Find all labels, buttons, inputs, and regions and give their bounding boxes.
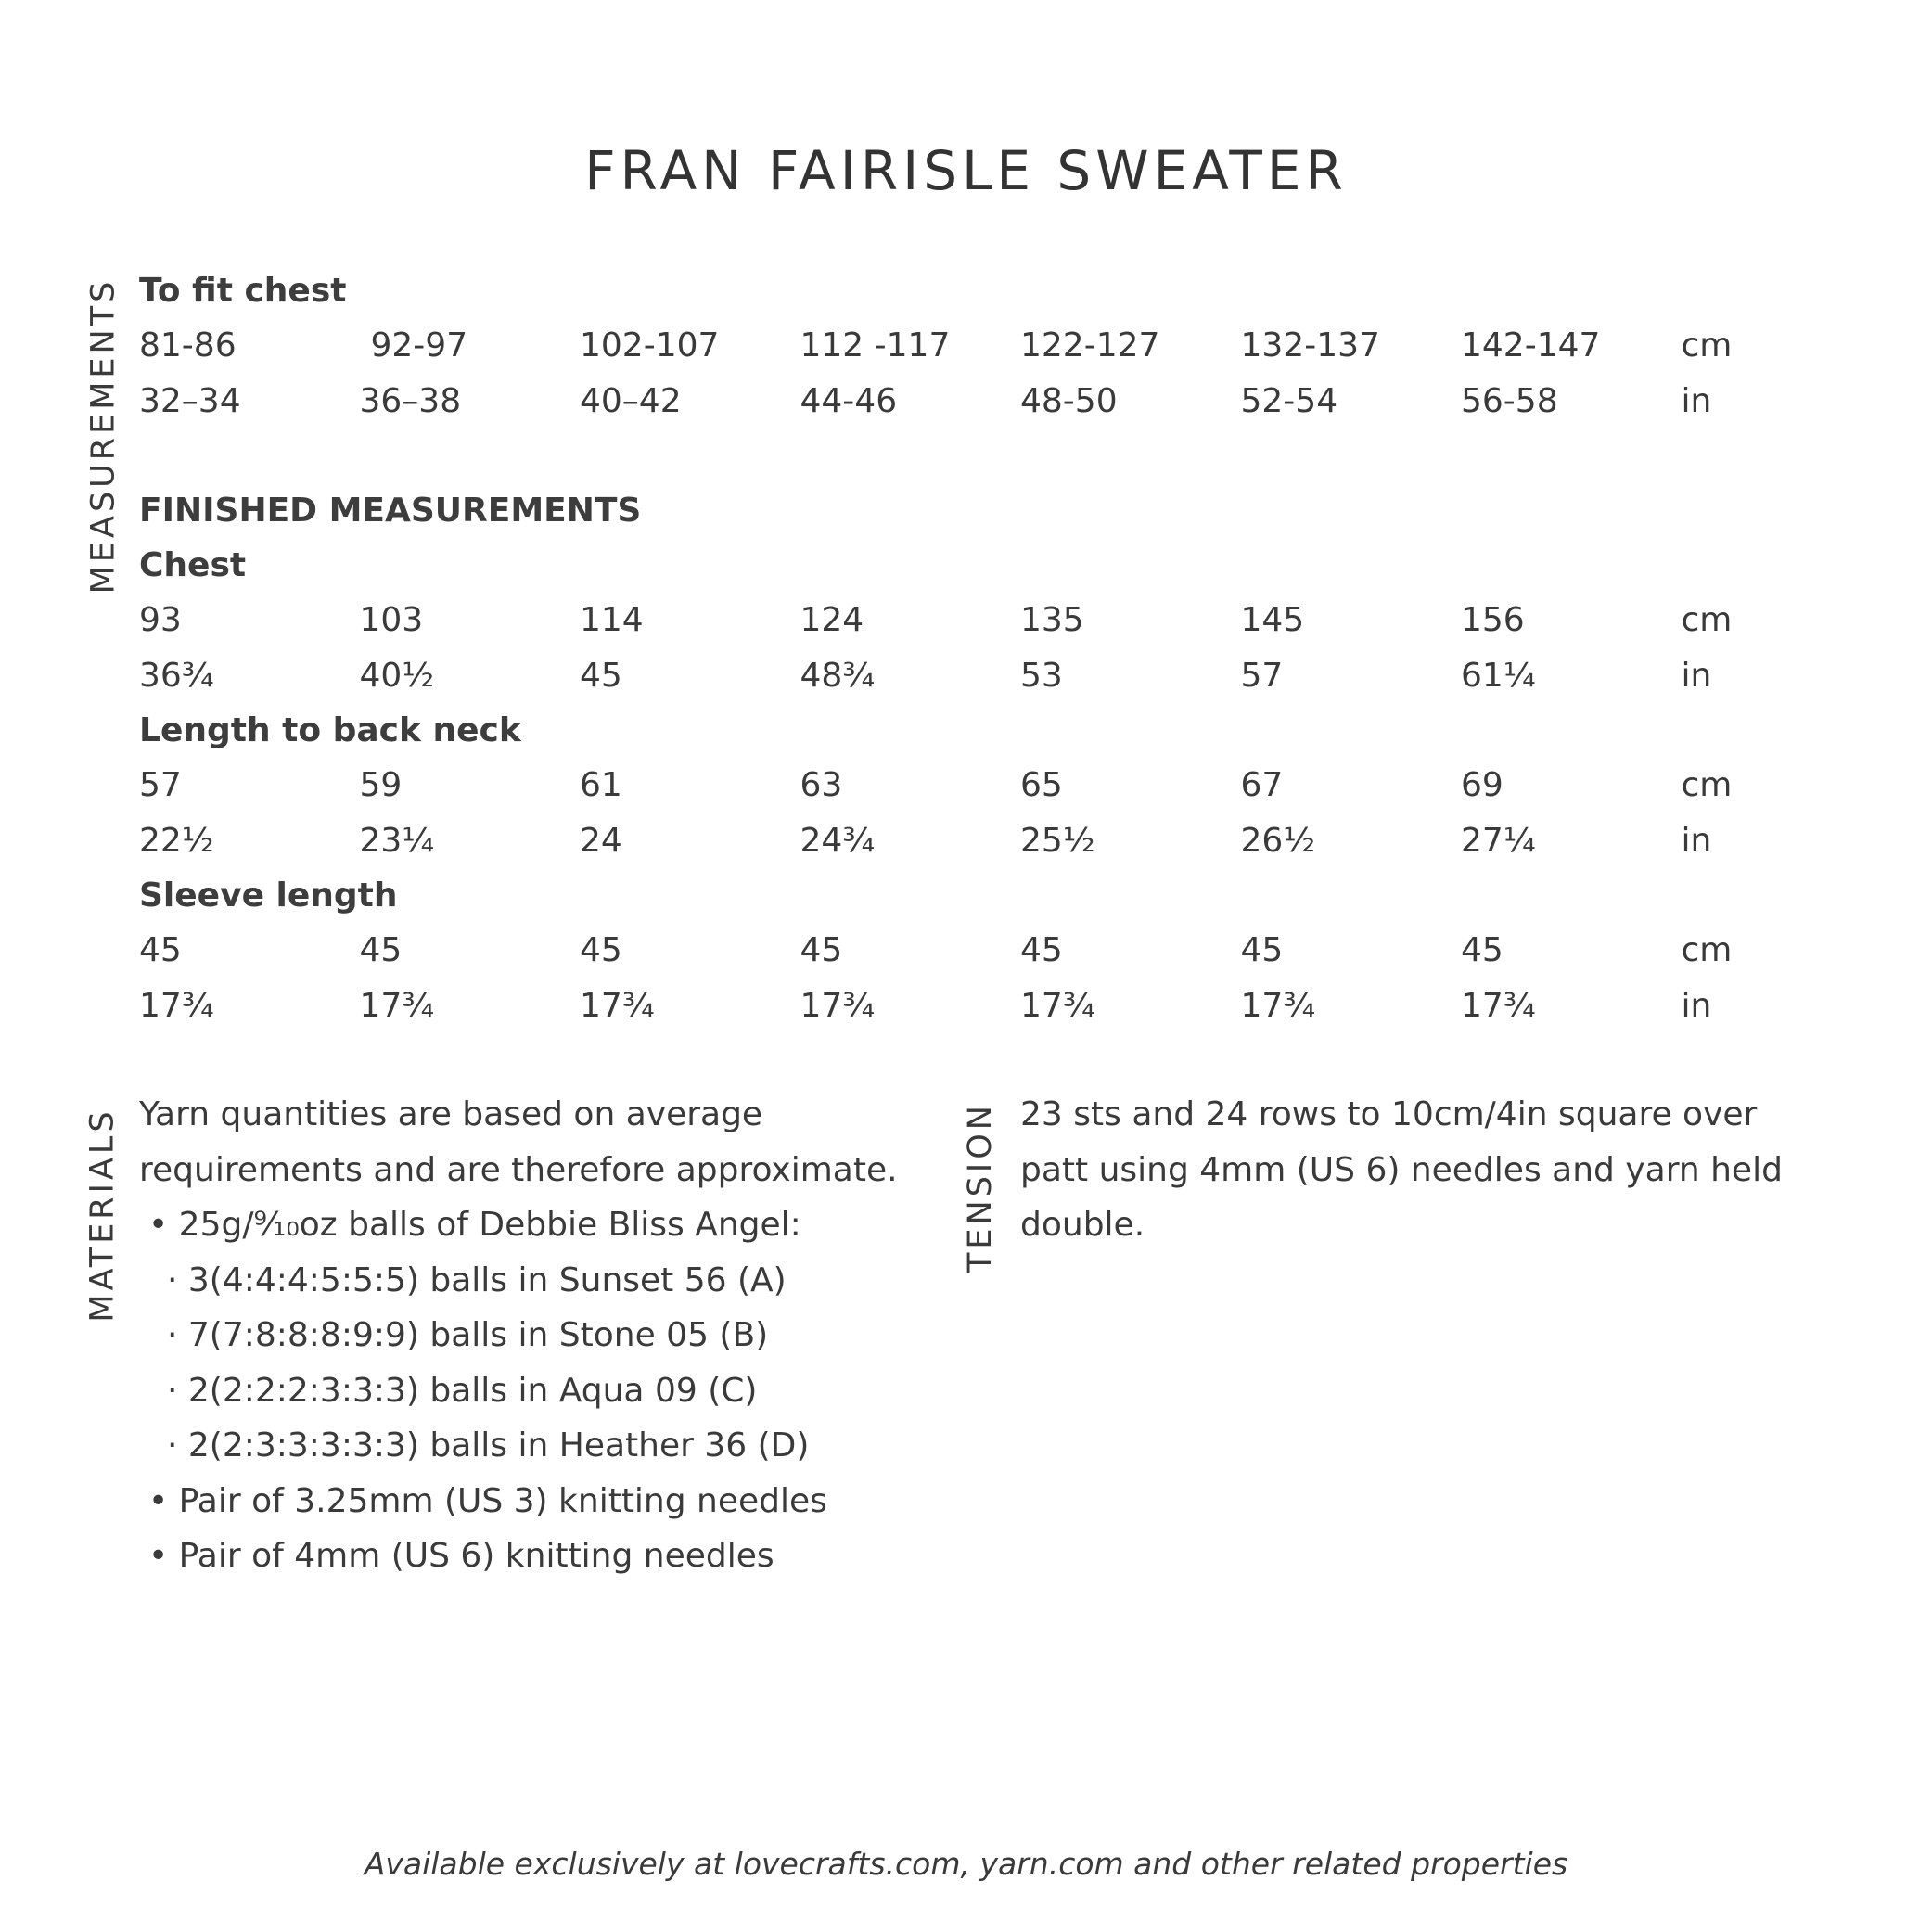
materials-list-item: · 3(4:4:4:5:5:5) balls in Sunset 56 (A)	[167, 1260, 787, 1299]
tension-side-label: TENSION	[962, 1102, 1000, 1273]
materials-list-item: • Pair of 3.25mm (US 3) knitting needles	[148, 1481, 827, 1520]
materials-list-item: • 25g/⁹⁄₁₀oz balls of Debbie Bliss Angel:	[148, 1206, 801, 1244]
materials-text	[139, 1087, 898, 1584]
to-fit-chest-heading: To fit chest	[139, 272, 347, 310]
chest-in-row: 36¾ 40½ 45 48¾ 53 57 61¼ in	[139, 656, 1712, 695]
materials-list-item: · 2(2:2:2:3:3:3) balls in Aqua 09 (C)	[167, 1371, 758, 1410]
tension-text	[1020, 1087, 1783, 1253]
chest-heading: Chest	[139, 546, 247, 584]
sleeve-heading: Sleeve length	[139, 876, 398, 915]
materials-list-item: · 2(2:3:3:3:3:3) balls in Heather 36 (D)	[167, 1427, 810, 1465]
sleeve-cm-row: 45 45 45 45 45 45 45 cm	[139, 931, 1733, 969]
materials-side-label: MATERIALS	[84, 1107, 122, 1323]
measurements-side-label: MEASUREMENTS	[84, 277, 122, 595]
length-cm-row: 57 59 61 63 65 67 69 cm	[139, 766, 1733, 804]
tension-line: patt using 4mm (US 6) needles and yarn held	[1020, 1150, 1783, 1189]
materials-list-item: · 7(7:8:8:8:9:9) balls in Stone 05 (B)	[167, 1316, 769, 1354]
to-fit-chest-section	[139, 263, 1765, 429]
footer-note: Available exclusively at lovecrafts.com, yarn.com and other related properties	[364, 1846, 1568, 1882]
materials-list-item: • Pair of 4mm (US 6) knitting needles	[148, 1537, 774, 1575]
tension-line: 23 sts and 24 rows to 10cm/4in square over	[1020, 1095, 1758, 1133]
to-fit-cm-row: 81-86 92-97 102-107 112 -117 122-127 132-137 142-147 cm	[139, 326, 1733, 365]
materials-line: requirements and are therefore approximate.	[139, 1150, 898, 1189]
length-heading: Length to back neck	[139, 711, 521, 749]
tension-line: double.	[1020, 1206, 1145, 1244]
page-title: FRAN FAIRISLE SWEATER	[584, 139, 1348, 202]
chest-cm-row: 93 103 114 124 135 145 156 cm	[139, 601, 1733, 639]
materials-line: Yarn quantities are based on average	[139, 1095, 763, 1133]
finished-measurements-section	[139, 483, 1765, 1033]
to-fit-in-row: 32–34 36–38 40–42 44-46 48-50 52-54 56-58 in	[139, 381, 1712, 420]
length-in-row: 22½ 23¼ 24 24¾ 25½ 26½ 27¼ in	[139, 821, 1712, 860]
finished-measurements-heading: FINISHED MEASUREMENTS	[139, 492, 642, 530]
sleeve-in-row: 17¾ 17¾ 17¾ 17¾ 17¾ 17¾ 17¾ in	[139, 986, 1712, 1025]
